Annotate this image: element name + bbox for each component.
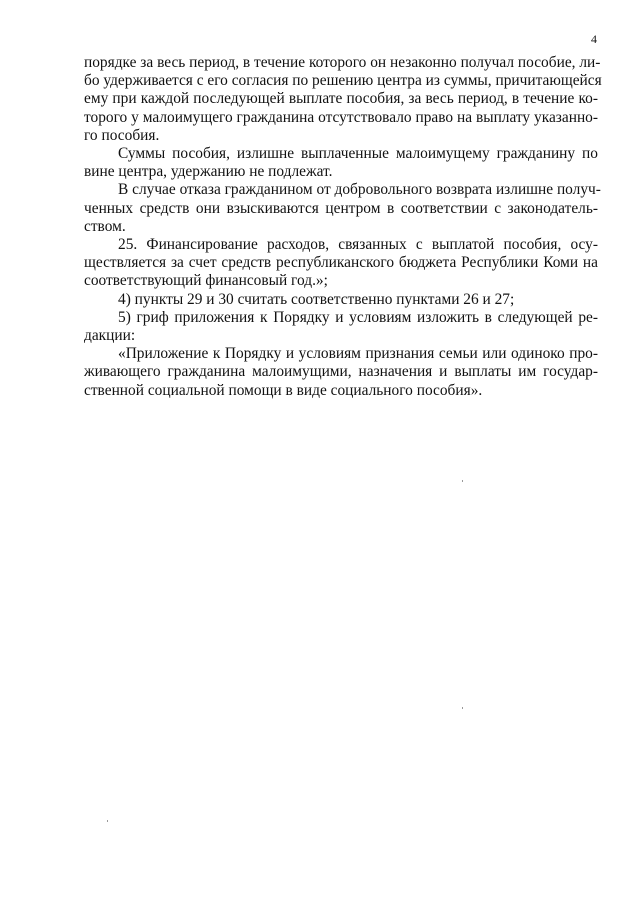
text-line: дакции: (84, 327, 136, 345)
text-line: «Приложение к Порядку и условиям признания семьи или одиноко про- (118, 345, 598, 363)
text-line: торого у малоимущего гражданина отсутствовало право на выплату указанно- (84, 108, 598, 126)
scan-speck (107, 820, 108, 822)
text-line: ственной социальной помощи в виде социального пособия». (84, 381, 483, 399)
text-line: бо удерживается с его согласия по решению центра из суммы, причитающейся (84, 72, 602, 90)
text-line: вине центра, удержанию не подлежат. (84, 163, 333, 181)
text-line: порядке за весь период, в течение которого он незаконно получал пособие, ли- (84, 54, 601, 71)
page-number: 4 (591, 32, 597, 46)
text-line: ченных средств они взыскиваются центром в соответствии с законодатель- (84, 199, 598, 217)
text-line: ществляется за счет средств республиканского бюджета Республики Коми на (84, 254, 598, 272)
text-line: живающего гражданина малоимущими, назначения и выплаты им государ- (84, 363, 598, 381)
text-line: Суммы пособия, излишне выплаченные малоимущему гражданину по (118, 145, 598, 163)
text-line: 5) гриф приложения к Порядку и условиям изложить в следующей ре- (118, 308, 598, 326)
text-line: 4) пункты 29 и 30 считать соответственно пунктами 26 и 27; (118, 290, 515, 308)
scan-speck (462, 707, 463, 709)
text-line: В случае отказа гражданином от добровольного возврата излишне получ- (118, 181, 601, 199)
text-line: ством. (84, 217, 126, 235)
text-line: 25. Финансирование расходов, связанных с выплатой пособия, осу- (118, 236, 598, 254)
text-line: го пособия. (84, 126, 160, 144)
text-line: ему при каждой последующей выплате пособия, за весь период, в течение ко- (84, 90, 598, 108)
scan-speck (462, 480, 463, 482)
text-line: соответствующий финансовый год.»; (84, 272, 328, 290)
document-body (84, 54, 602, 400)
